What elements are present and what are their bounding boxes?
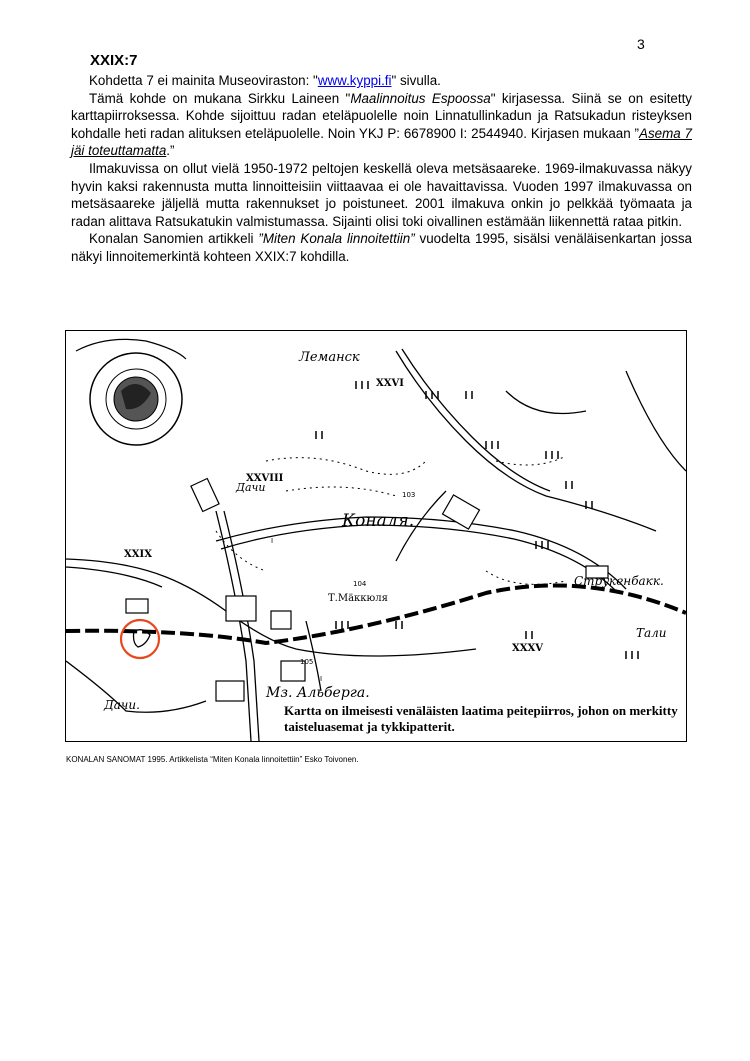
paragraph-2 [71, 90, 692, 160]
point-label: 104 [353, 580, 367, 588]
point-label: 105 [300, 658, 314, 666]
label-dachi-bottom: Дачи. [104, 698, 140, 712]
kyppi-link[interactable]: www.kyppi.fi [317, 73, 392, 88]
place-labels [103, 350, 667, 712]
label-t-makkyulya: Т.Мäккюля [328, 593, 388, 604]
body-text [71, 72, 692, 266]
map-caption: Kartta on ilmeisesti venäläisten laatima peitepiirros, johon on merkitty taisteluasemat ja tykkipatterit. [284, 703, 684, 735]
paragraph-4 [71, 230, 692, 265]
label-alberga: Мз. Альберга. [266, 685, 370, 701]
label-tali: Тали [636, 626, 667, 640]
figure-caption: KONALAN SANOMAT 1995. Artikkelista “Miten Konala linnoitettiin” Esko Toivonen. [66, 755, 359, 764]
point-label: I [320, 675, 323, 683]
label-lemansk: Леманск [299, 350, 360, 365]
p2-text-before: Tämä kohde on mukana Sirkku Laineen " [89, 90, 351, 106]
p1-text-before: Kohdetta 7 ei mainita Museoviraston: " [89, 73, 318, 88]
p2-text-after: .” [166, 143, 175, 159]
historical-map [65, 330, 687, 742]
site-marker-circle [121, 620, 159, 658]
page-heading: XXIX:7 [90, 52, 138, 69]
p4-text-after: vuodelta 1995, sisälsi venäläisenkartan jossa näkyi linnoitemerkintä kohteen XXIX:7 kohdilla. [71, 231, 692, 264]
label-dachi-top: Дачи [236, 481, 266, 494]
archive-stamp [76, 339, 186, 445]
paragraph-3: Ilmakuvissa on ollut vielä 1950-1972 peltojen keskellä oleva metsäsaareke. 1969-ilmakuvassa näkyy hyvin kaksi rakennusta mutta linnoitteisiin viittaavaa ei ole havaittavissa. Vuoden 1997 ilmakuvassa on metsäsaareke jäljellä mutta rakennukset jo poistuneet. 2001 ilmakuva onkin jo pelkkää työmaata ja radan alittava Ratsukatukin valmistumassa. Sijainti olisi toki oivallinen estämään liikennettä rataa pitkin. [71, 160, 692, 229]
label-strukenbakk: Стрyкенбакк. [574, 574, 664, 588]
book-title: Maalinnoitus Espoossa [350, 90, 491, 106]
fort-label-xxvi: XXVI [376, 378, 404, 389]
book-quote: Asema 7 jäi toteuttamatta [71, 125, 692, 159]
page-number: 3 [637, 36, 645, 52]
point-label: 103 [402, 491, 416, 499]
p4-text-before: Konalan Sanomien artikkeli [89, 231, 259, 247]
article-title: ”Miten Konala linnoitettiin” [258, 231, 415, 247]
paragraph-1 [71, 72, 692, 90]
p1-text-after: " sivulla. [391, 73, 441, 88]
fort-label-xxviii: XXVIII [246, 473, 284, 484]
label-konalya: Коналя. [342, 511, 415, 531]
fort-labels [124, 378, 543, 654]
fort-label-xxix: XXIX [124, 549, 152, 560]
point-label: I [271, 537, 274, 545]
roads [66, 349, 686, 741]
fort-label-xxxv: XXXV [512, 643, 544, 654]
p2-text-middle: " kirjasessa. Siinä se on esitetty karttapiirroksessa. Kohde sijoittuu radan eteläpuolelle noin Linnatullinkadun ja Ratsukadun risteyksen kohdalle heti radan alituksen eteläpuolelle. Noin YKJ P: 6678900 I: 2544940. Kirjasen mukaan ” [71, 90, 692, 141]
map-drawing [66, 331, 686, 741]
